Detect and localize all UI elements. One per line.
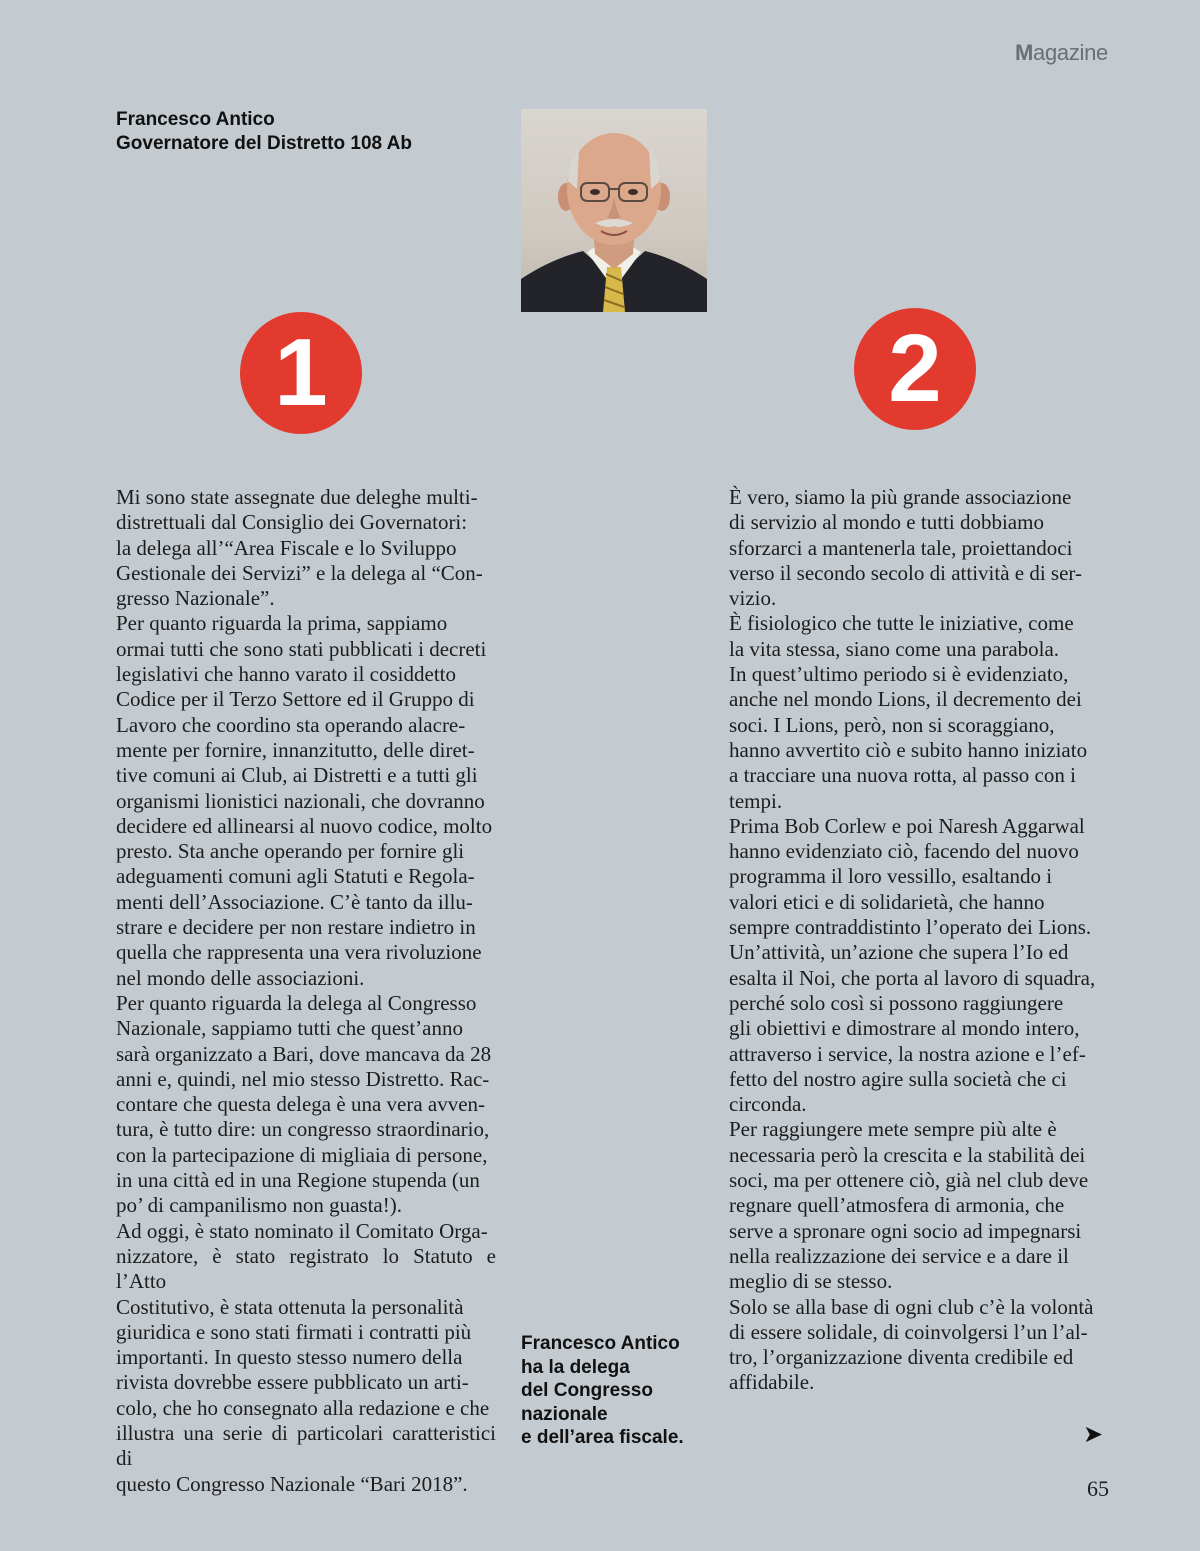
page-number: 65: [1087, 1476, 1109, 1501]
right-paragraph-4: Per raggiungere mete sempre più alte è necessaria però la crescita e la stabilità dei soci, ma per ottenere ciò, già nel club deve regnare quell’atmosfera di armonia, che serve a spronare ogni socio ad impegnarsi nella realizzazione dei service e a dare il meglio di se stesso.: [729, 1117, 1089, 1294]
right-paragraph-2: È fisiologico che tutte le iniziative, come la vita stessa, siano come una parabola. In quest’ultimo periodo si è evidenziato, anche nel mondo Lions, il decremento dei soci. I Lions, però, non si scoraggiano, hanno avvertito ciò e subito hanno iniziato a tracciare una nuova rotta, al passo con i tempi.: [729, 611, 1088, 813]
magazine-label-initial: M: [1015, 40, 1034, 65]
right-paragraph-3: Prima Bob Corlew e poi Naresh Aggarwal hanno evidenziato ciò, facendo del nuovo programma il loro vessillo, esaltando i valori etici e di solidarietà, che hanno sempre contraddistinto l’operato dei Lions. Un’attività, un’azione che supera l’Io ed esalta il Noi, che porta al lavoro di squadra, perché solo così si possono raggiungere gli obiettivi e dimostrare al mondo intero, attraverso i service, la nostra azione e l’ef- fetto del nostro agire sulla società che ci circonda.: [729, 813, 1096, 1117]
author-block: [116, 108, 412, 156]
section-number-1-badge: 1: [240, 312, 362, 434]
right-paragraph-1: È vero, siamo la più grande associazione di servizio al mondo e tutti dobbiamo sforzarci a mantenerla tale, proiettandoci verso il secondo secolo di attività e di ser- vizio.: [729, 485, 1082, 611]
caption-line-4: nazionale: [521, 1403, 608, 1425]
photo-caption: [521, 1332, 721, 1450]
caption-line-2: ha la delega: [521, 1356, 630, 1378]
right-paragraph-5: Solo se alla base di ogni club c’è la volontà di essere solidale, di coinvolgersi l’un l’al- tro, l’organizzazione diventa credibile ed affidabile.: [729, 1294, 1094, 1395]
magazine-label-rest: agazine: [1033, 40, 1108, 65]
left-column: [116, 485, 496, 1497]
caption-line-1: Francesco Antico: [521, 1333, 680, 1354]
caption-line-5: e dell’area fiscale.: [521, 1427, 684, 1448]
left-paragraph-3: Per quanto riguarda la delega al Congresso Nazionale, sappiamo tutti che quest’anno sarà organizzato a Bari, dove mancava da 28 anni e, quindi, nel mio stesso Distretto. Rac- contare che questa delega è una vera avven- tura, è tutto dire: un congresso straordinario, con la partecipazione di migliaia di persone, in una città ed in una Regione stupenda (un po’ di campanilismo non guasta!).: [116, 990, 492, 1218]
author-name: Francesco Antico: [116, 109, 275, 130]
author-portrait: [521, 109, 707, 312]
continue-arrow-icon: ➤: [1083, 1420, 1104, 1448]
caption-line-3: del Congresso: [521, 1380, 653, 1401]
left-paragraph-1: Mi sono state assegnate due deleghe multi- distrettuali dal Consiglio dei Governatori: la delega all’“Area Fiscale e lo Sviluppo Gestionale dei Servizi” e la delega al “Con- gresso Nazionale”.: [116, 485, 483, 611]
right-column: [729, 485, 1111, 1396]
magazine-label: [1015, 40, 1108, 66]
section-number-2-badge: 2: [854, 308, 976, 430]
left-paragraph-2: Per quanto riguarda la prima, sappiamo ormai tutti che sono stati pubblicati i decreti legislativi che hanno varato il cosiddetto Codice per il Terzo Settore ed il Gruppo di Lavoro che coordino sta operando alacre- mente per fornire, innanzitutto, delle diret- tive comuni ai Club, ai Distretti e a tutti gli organismi lionistici nazionali, che dovranno decidere ed allinearsi al nuovo codice, molto presto. Sta anche operando per fornire gli adeguamenti comuni agli Statuti e Regola- menti dell’Associazione. C’è tanto da illu- strare e decidere per non restare indietro in quella che rappresenta una vera rivoluzione nel mondo delle associazioni.: [116, 611, 493, 990]
portrait-illustration: [521, 109, 707, 312]
left-paragraph-4: Ad oggi, è stato nominato il Comitato Orga- nizzatore, è stato registrato lo Statuto e l’Atto Costitutivo, è stata ottenuta la personalità giuridica e sono stati firmati i contratti più importanti. In questo stesso numero della rivista dovrebbe essere pubblicato un arti- colo, che ho consegnato alla redazione e che illustra una serie di particolari caratteristici di questo Congresso Nazionale “Bari 2018”.: [116, 1218, 496, 1496]
author-role: Governatore del Distretto 108 Ab: [116, 133, 412, 154]
